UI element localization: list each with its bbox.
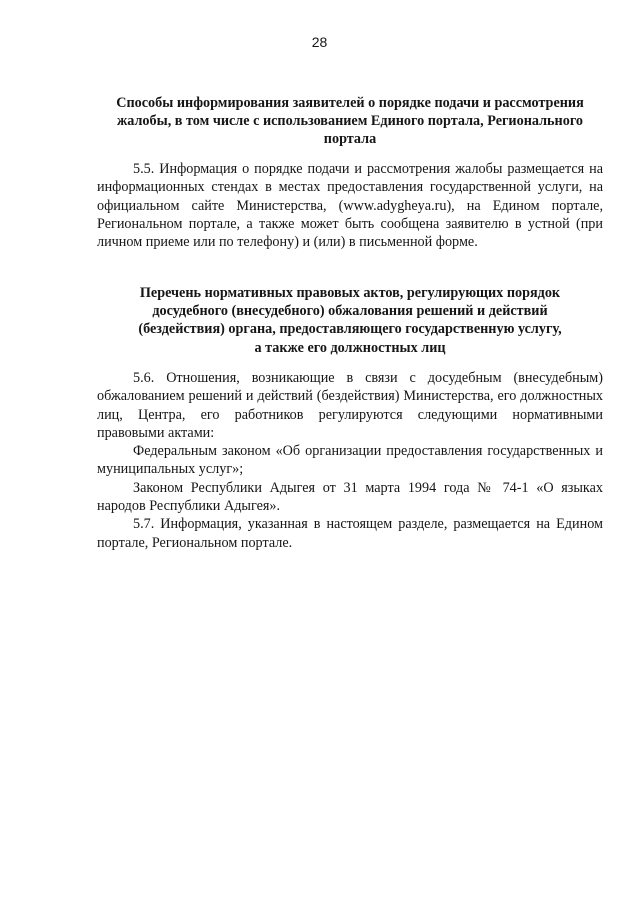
page-number: 28 — [311, 34, 328, 50]
paragraph-5-5: 5.5. Информация о порядке подачи и рассмотрения жалобы размещается на информационных стендах в местах предоставления государственной услуги, на официальном сайте Министерства, (www.adygheya.ru), на Едином портале, Региональном портале, а также может быть сообщена заявителю в устной (при личном приеме или по телефону) и (или) в письменной форме. — [97, 161, 603, 251]
heading-line: а также его должностных лиц — [254, 339, 446, 356]
section-body-5-6 — [97, 369, 603, 552]
paragraph-5-7: 5.7. Информация, указанная в настоящем разделе, размещается на Едином портале, Региональном портале. — [97, 516, 603, 551]
heading-line: Способы информирования заявителей о порядке подачи и рассмотрения — [116, 95, 584, 111]
paragraph-5-6: 5.6. Отношения, возникающие в связи с досудебным (внесудебным) обжалованием решений и действий (бездействия) Министерства, его должностных лиц, Центра, его работников регулируются следующими нормативными правовыми актами: — [97, 370, 603, 441]
section-body-5-5 — [97, 160, 603, 251]
heading-line: портала — [323, 131, 377, 148]
section-heading-complaint-informing — [96, 94, 604, 149]
heading-line: Перечень нормативных правовых актов, регулирующих порядок — [139, 285, 561, 301]
paragraph-adygea-law: Законом Республики Адыгея от 31 марта 1994 года № 74-1 «О языках народов Республики Адыгея». — [97, 479, 603, 515]
heading-line: (бездействия) органа, предоставляющего государственную услугу, — [138, 321, 562, 338]
heading-line: досудебного (внесудебного) обжалования решений и действий — [152, 303, 548, 320]
heading-line: жалобы, в том числе с использованием Единого портала, Регионального — [116, 113, 584, 130]
paragraph-federal-law: Федеральным законом «Об организации предоставления государственных и муниципальных услуг»; — [97, 443, 603, 478]
section-heading-legal-acts — [96, 284, 604, 357]
